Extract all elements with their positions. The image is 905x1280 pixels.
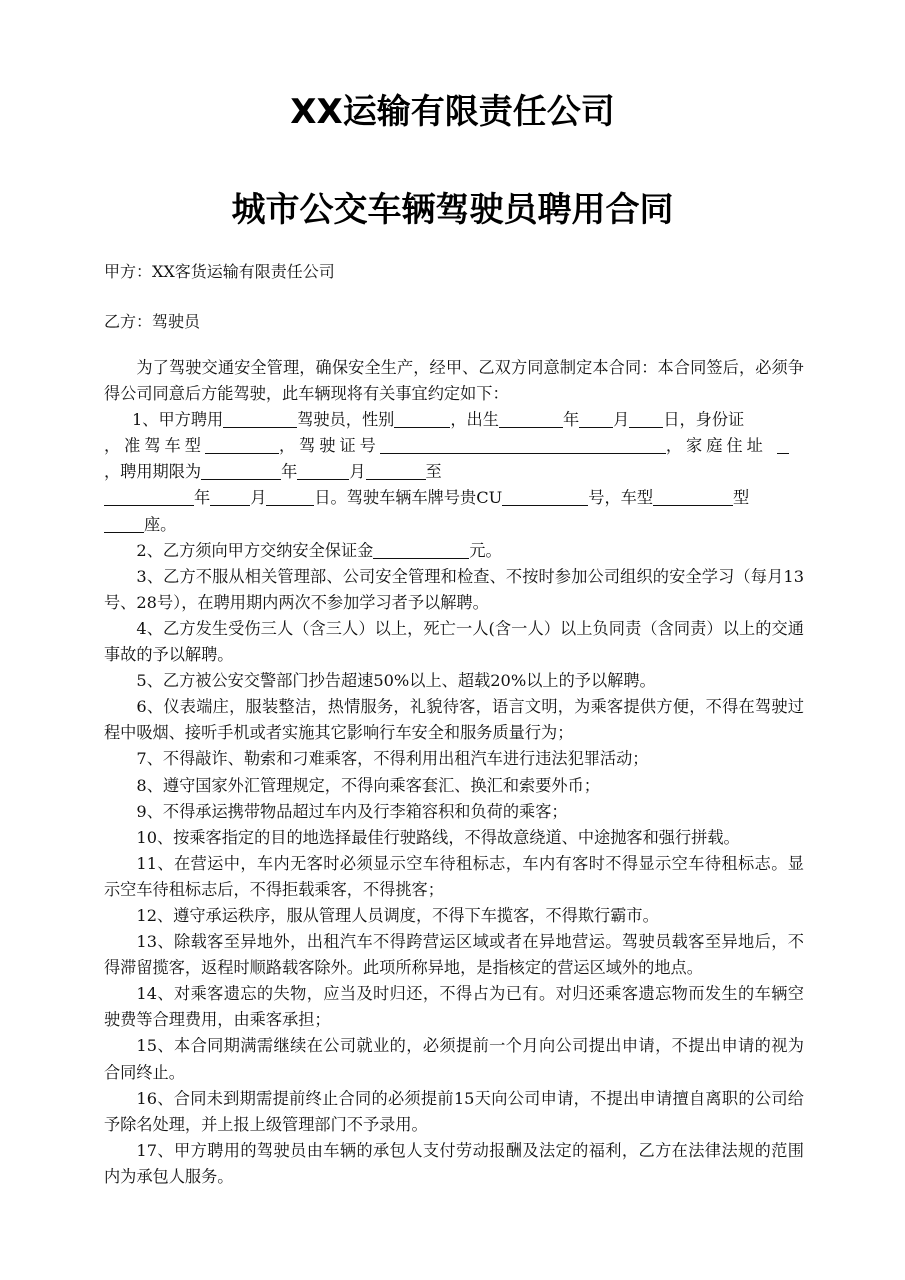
clause-1: 1、甲方聘用 驾驶员，性别 ，出生 年 月 日，身份证 ，准驾车型 ，驾驶证号 ，家庭住址 ，聘用期限为 年 月 至 年 月 日。驾驶车辆车牌号贵CU 号，车型 型 座。 [104, 407, 804, 537]
blank-start-day [366, 463, 426, 480]
company-title: XX运输有限责任公司 [290, 92, 615, 132]
party-b: 乙方：驾驶员 [104, 312, 201, 331]
blank-birth-month [579, 411, 613, 428]
party-a: 甲方：XX客货运输有限责任公司 [104, 262, 335, 281]
clause-12: 12、遵守承运秩序，服从管理人员调度，不得下车揽客，不得欺行霸市。 [136, 905, 659, 925]
clause-10: 10、按乘客指定的目的地选择最佳行驶路线，不得故意绕道、中途抛客和强行拼载。 [136, 827, 740, 847]
clause-14: 14、对乘客遗忘的失物，应当及时归还，不得占为已有。对归还乘客遗忘物而发生的车辆空驶费等合理费用，由乘客承担； [104, 984, 804, 1030]
blank-birth-year [499, 411, 563, 428]
blank-vehicle-class [205, 437, 279, 454]
blank-position [223, 411, 297, 428]
blank-end-day [266, 489, 314, 506]
clause-3: 3、乙方不服从相关管理部、公司安全管理和检查、不按时参加公司组织的安全学习（每月13号、28号），在聘用期内两次不参加学习者予以解聘。 [104, 566, 804, 612]
clause-16: 16、合同未到期需提前终止合同的必须提前15天向公司申请，不提出申请擅自离职的公司给予除名处理，并上报上级管理部门不予录用。 [104, 1088, 804, 1134]
clause-9: 9、不得承运携带物品超过车内及行李箱容积和负荷的乘客； [136, 801, 568, 821]
contract-title: 城市公交车辆驾驶员聘用合同 [231, 190, 674, 230]
blank-deposit [373, 542, 469, 559]
clause-6: 6、仪表端庄，服装整洁，热情服务，礼貌待客，语言文明，为乘客提供方便，不得在驾驶过程中吸烟、接听手机或者实施其它影响行车安全和服务质量行为； [104, 697, 804, 743]
blank-license-number [380, 437, 666, 454]
clause-5: 5、乙方被公安交警部门抄告超速50%以上、超载20%以上的予以解聘。 [136, 671, 656, 691]
blank-gender [394, 411, 450, 428]
intro-paragraph: 为了驾驶交通安全管理，确保安全生产，经甲、乙双方同意制定本合同：本合同签后，必须争得公司同意后方能驾驶，此车辆现将有关事宜约定如下： [104, 358, 804, 404]
clause-2: 2、乙方须向甲方交纳安全保证金 元。 [136, 540, 502, 560]
blank-address [777, 437, 789, 454]
blank-plate-number [502, 489, 588, 506]
blank-vehicle-model [653, 489, 733, 506]
clause-8: 8、遵守国家外汇管理规定，不得向乘客套汇、换汇和索要外币； [136, 775, 600, 795]
clause-15: 15、本合同期满需继续在公司就业的，必须提前一个月向公司提出申请，不提出申请的视为合同终止。 [104, 1036, 804, 1082]
blank-end-month [210, 489, 250, 506]
blank-start-month [297, 463, 349, 480]
clause-7: 7、不得敲诈、勒索和刁难乘客，不得利用出租汽车进行违法犯罪活动； [136, 749, 649, 769]
clause-17: 17、甲方聘用的驾驶员由车辆的承包人支付劳动报酬及法定的福利，乙方在法律法规的范围内为承包人服务。 [104, 1140, 804, 1186]
blank-end-year [104, 489, 194, 506]
blank-birth-day [629, 411, 663, 428]
clause-13: 13、除载客至异地外，出租汽车不得跨营运区域或者在异地营运。驾驶员载客至异地后，不得滞留揽客，返程时顺路载客除外。此项所称异地，是指核定的营运区域外的地点。 [104, 932, 804, 978]
contract-body [104, 355, 804, 1190]
blank-seats [104, 516, 144, 533]
clause-4: 4、乙方发生受伤三人（含三人）以上，死亡一人(含一人）以上负同责（含同责）以上的交通事故的予以解聘。 [104, 618, 804, 665]
clause-11: 11、在营运中，车内无客时必须显示空车待租标志，车内有客时不得显示空车待租标志。显示空车待租标志后，不得拒载乘客，不得挑客； [104, 853, 804, 899]
blank-start-year [201, 463, 281, 480]
